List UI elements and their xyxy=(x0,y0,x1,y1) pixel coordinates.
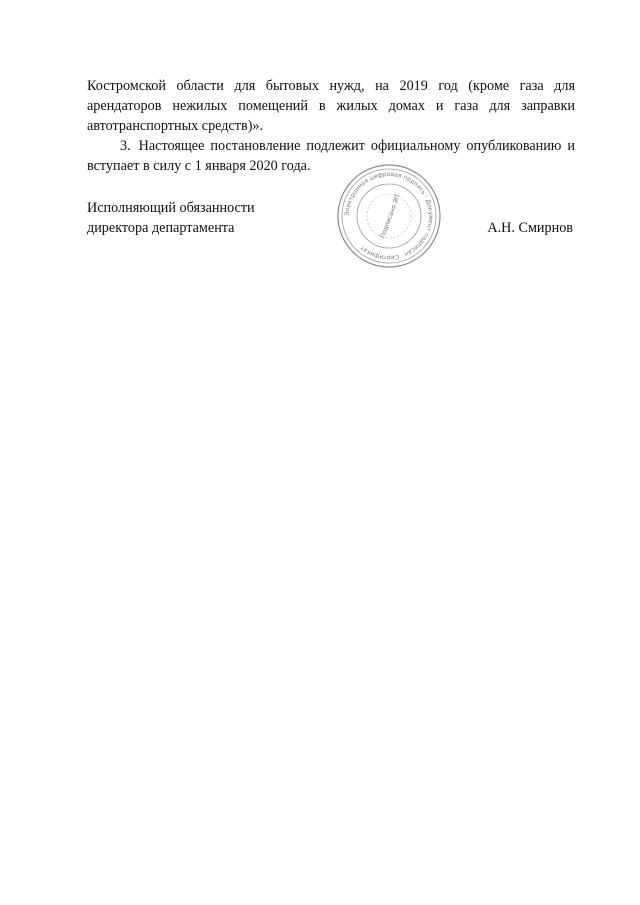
seal-ring-text: Электронная цифровая подпись · Документ подписан · Сертификат xyxy=(343,170,435,262)
official-seal-icon xyxy=(335,162,443,270)
text-line: Костромской области для бытовых нужд, на 2019 год (кроме газа для xyxy=(87,78,575,94)
text-line: вступает в силу с 1 января 2020 года. xyxy=(87,158,311,174)
seal-center-text: Подписано ЭП xyxy=(379,194,402,240)
text-line: арендаторов нежилых помещений в жилых домах и газа для заправки xyxy=(87,98,575,114)
document-body xyxy=(87,76,575,176)
signatory-position xyxy=(87,198,307,238)
text-line: автотранспортных средств)». xyxy=(87,118,264,134)
position-line: директора департамента xyxy=(87,220,235,236)
paragraph-text: Настоящее постановление подлежит официальному опубликованию и xyxy=(138,138,575,154)
paragraph-number: 3. xyxy=(120,138,131,154)
text-line xyxy=(87,136,575,156)
paragraph-continued xyxy=(87,76,575,136)
position-line: Исполняющий обязанности xyxy=(87,200,255,216)
signatory-name: А.Н. Смирнов xyxy=(487,220,573,236)
paragraph-3 xyxy=(87,136,575,176)
signature-block xyxy=(87,170,575,278)
